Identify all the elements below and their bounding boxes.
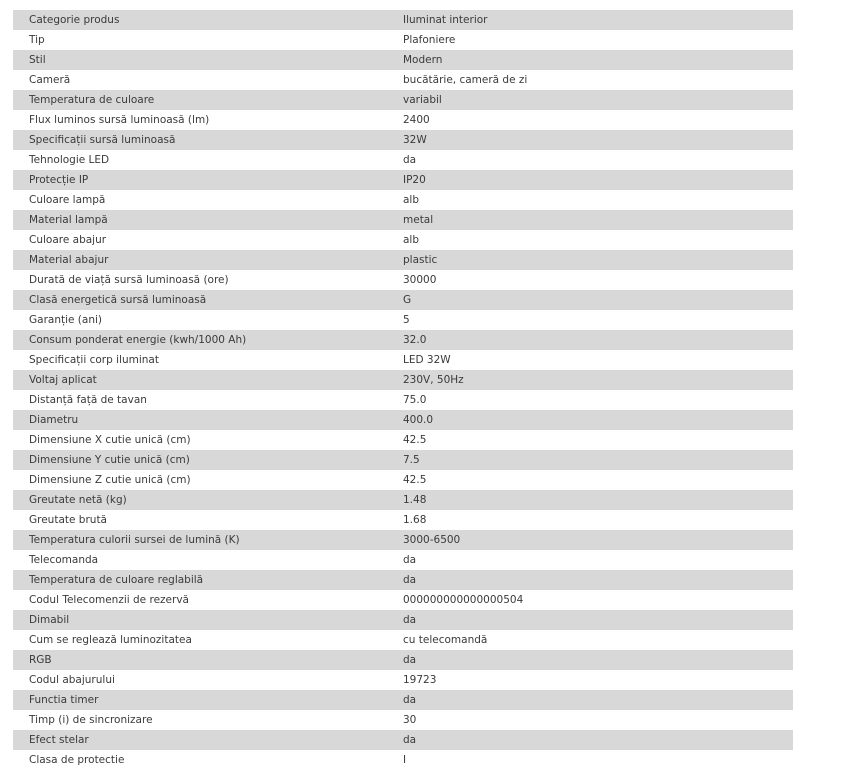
spec-value: 42.5 [403, 474, 427, 486]
spec-row [13, 530, 793, 550]
spec-value: Plafoniere [403, 34, 456, 46]
spec-label: Temperatura de culoare [29, 94, 155, 106]
spec-row [13, 110, 793, 130]
spec-value: 30 [403, 714, 417, 726]
spec-label: Specificații corp iluminat [29, 354, 159, 366]
spec-row [13, 650, 793, 670]
spec-label: Dimensiune Y cutie unică (cm) [29, 454, 190, 466]
spec-value: 19723 [403, 674, 437, 686]
spec-row [13, 730, 793, 750]
spec-row [13, 750, 793, 770]
spec-row [13, 690, 793, 710]
spec-value: 3000-6500 [403, 534, 461, 546]
spec-row [13, 290, 793, 310]
spec-value: bucătărie, cameră de zi [403, 74, 528, 86]
spec-value: G [403, 294, 412, 306]
spec-row [13, 670, 793, 690]
spec-value: Modern [403, 54, 443, 66]
spec-label: Codul abajurului [29, 674, 115, 686]
spec-label: Consum ponderat energie (kwh/1000 Ah) [29, 334, 247, 346]
spec-row [13, 150, 793, 170]
spec-row [13, 490, 793, 510]
spec-value: metal [403, 214, 434, 226]
spec-value: da [403, 734, 417, 746]
spec-label: Culoare abajur [29, 234, 107, 246]
spec-row [13, 50, 793, 70]
spec-label: Clasa de protectie [29, 754, 125, 766]
spec-row [13, 370, 793, 390]
spec-row [13, 250, 793, 270]
spec-value: alb [403, 234, 420, 246]
spec-label: Greutate netă (kg) [29, 494, 127, 506]
spec-label: Stil [29, 54, 46, 66]
spec-value: LED 32W [403, 354, 451, 366]
spec-value: da [403, 154, 417, 166]
spec-row [13, 630, 793, 650]
spec-row [13, 270, 793, 290]
spec-row [13, 130, 793, 150]
spec-value: plastic [403, 254, 438, 266]
spec-value: IP20 [403, 174, 426, 186]
spec-value: 1.68 [403, 514, 427, 526]
spec-row [13, 210, 793, 230]
specifications-body [13, 10, 793, 770]
spec-label: Culoare lampă [29, 194, 106, 206]
spec-value: da [403, 694, 417, 706]
spec-value: 2400 [403, 114, 430, 126]
spec-label: Categorie produs [29, 14, 120, 26]
spec-label: Garanție (ani) [29, 314, 103, 326]
spec-label: Tehnologie LED [29, 154, 110, 166]
spec-label: Distanță față de tavan [29, 394, 147, 406]
spec-row [13, 470, 793, 490]
spec-row [13, 430, 793, 450]
spec-label: Durată de viață sursă luminoasă (ore) [29, 274, 229, 286]
spec-label: Cameră [29, 74, 71, 86]
spec-value: da [403, 554, 417, 566]
spec-value: variabil [403, 94, 442, 106]
spec-value: 75.0 [403, 394, 427, 406]
spec-row [13, 710, 793, 730]
spec-label: Efect stelar [29, 734, 89, 746]
spec-value: 230V, 50Hz [403, 374, 464, 386]
spec-row [13, 170, 793, 190]
spec-value: Iluminat interior [403, 14, 488, 26]
spec-value: 1.48 [403, 494, 427, 506]
spec-label: Material abajur [29, 254, 109, 266]
spec-row [13, 550, 793, 570]
spec-label: Specificații sursă luminoasă [29, 134, 176, 146]
spec-value: cu telecomandă [403, 634, 488, 646]
spec-row [13, 390, 793, 410]
spec-value: 32.0 [403, 334, 427, 346]
spec-label: Codul Telecomenzii de rezervă [29, 594, 189, 606]
spec-label: Timp (i) de sincronizare [29, 714, 153, 726]
spec-value: 42.5 [403, 434, 427, 446]
spec-label: Protecție IP [29, 174, 89, 186]
spec-label: Tip [29, 34, 45, 46]
spec-label: Dimensiune Z cutie unică (cm) [29, 474, 191, 486]
spec-row [13, 450, 793, 470]
spec-label: Temperatura culorii sursei de lumină (K) [29, 534, 240, 546]
spec-row [13, 310, 793, 330]
spec-row [13, 610, 793, 630]
spec-value: 000000000000000504 [403, 594, 524, 606]
spec-label: Greutate brută [29, 514, 107, 526]
spec-value: 5 [403, 314, 410, 326]
spec-label: Dimensiune X cutie unică (cm) [29, 434, 191, 446]
spec-value: I [403, 754, 407, 766]
spec-value: 400.0 [403, 414, 434, 426]
spec-row [13, 10, 793, 30]
spec-row [13, 30, 793, 50]
spec-label: Dimabil [29, 614, 70, 626]
spec-row [13, 190, 793, 210]
spec-value: da [403, 574, 417, 586]
spec-label: Temperatura de culoare reglabilă [29, 574, 204, 586]
spec-label: Diametru [29, 414, 79, 426]
spec-row [13, 410, 793, 430]
spec-value: 7.5 [403, 454, 420, 466]
spec-row [13, 350, 793, 370]
spec-value: da [403, 654, 417, 666]
spec-row [13, 590, 793, 610]
spec-label: RGB [29, 654, 52, 666]
spec-label: Clasă energetică sursă luminoasă [29, 294, 207, 306]
spec-value: 30000 [403, 274, 437, 286]
product-specifications-table [13, 10, 793, 770]
spec-value: da [403, 614, 417, 626]
spec-label: Telecomanda [29, 554, 99, 566]
spec-row [13, 90, 793, 110]
spec-label: Material lampă [29, 214, 108, 226]
spec-value: 32W [403, 134, 427, 146]
spec-row [13, 70, 793, 90]
spec-value: alb [403, 194, 420, 206]
spec-row [13, 570, 793, 590]
spec-label: Cum se reglează luminozitatea [29, 634, 192, 646]
spec-label: Functia timer [29, 694, 99, 706]
spec-row [13, 230, 793, 250]
spec-row [13, 510, 793, 530]
spec-label: Voltaj aplicat [29, 374, 97, 386]
spec-row [13, 330, 793, 350]
spec-label: Flux luminos sursă luminoasă (lm) [29, 114, 210, 126]
